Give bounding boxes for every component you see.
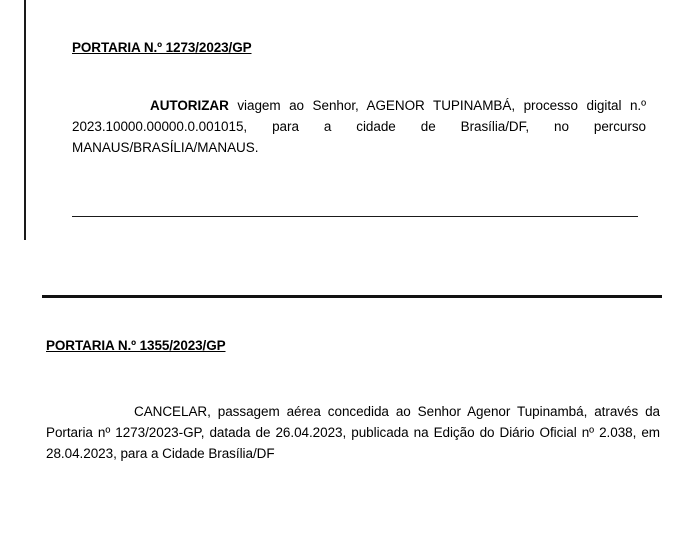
portaria-1-lead-word: AUTORIZAR xyxy=(150,98,229,113)
portaria-2-paragraph xyxy=(46,401,660,464)
portaria-2-heading: PORTARIA N.º 1355/2023/GP xyxy=(46,338,226,353)
portaria-section-1 xyxy=(72,40,646,158)
portaria-1-heading: PORTARIA N.º 1273/2023/GP xyxy=(72,40,252,55)
left-margin-rule xyxy=(24,0,26,240)
portaria-section-2 xyxy=(46,338,660,464)
section-divider-thin xyxy=(72,216,638,217)
portaria-1-paragraph xyxy=(72,95,646,158)
section-divider-thick xyxy=(42,295,662,298)
portaria-1-body-text: viagem ao Senhor, AGENOR TUPINAMBÁ, processo digital n.º 2023.10000.00000.0.001015, para a cidade de Brasília/DF, no percurso MANAUS/BRASÍLIA/MANAUS. xyxy=(72,98,646,155)
portaria-2-body-text: CANCELAR, passagem aérea concedida ao Senhor Agenor Tupinambá, através da Portaria nº 1273/2023-GP, datada de 26.04.2023, publicada na Edição do Diário Oficial nº 2.038, em 28.04.2023, para a Cidade Brasília/DF xyxy=(46,404,660,461)
